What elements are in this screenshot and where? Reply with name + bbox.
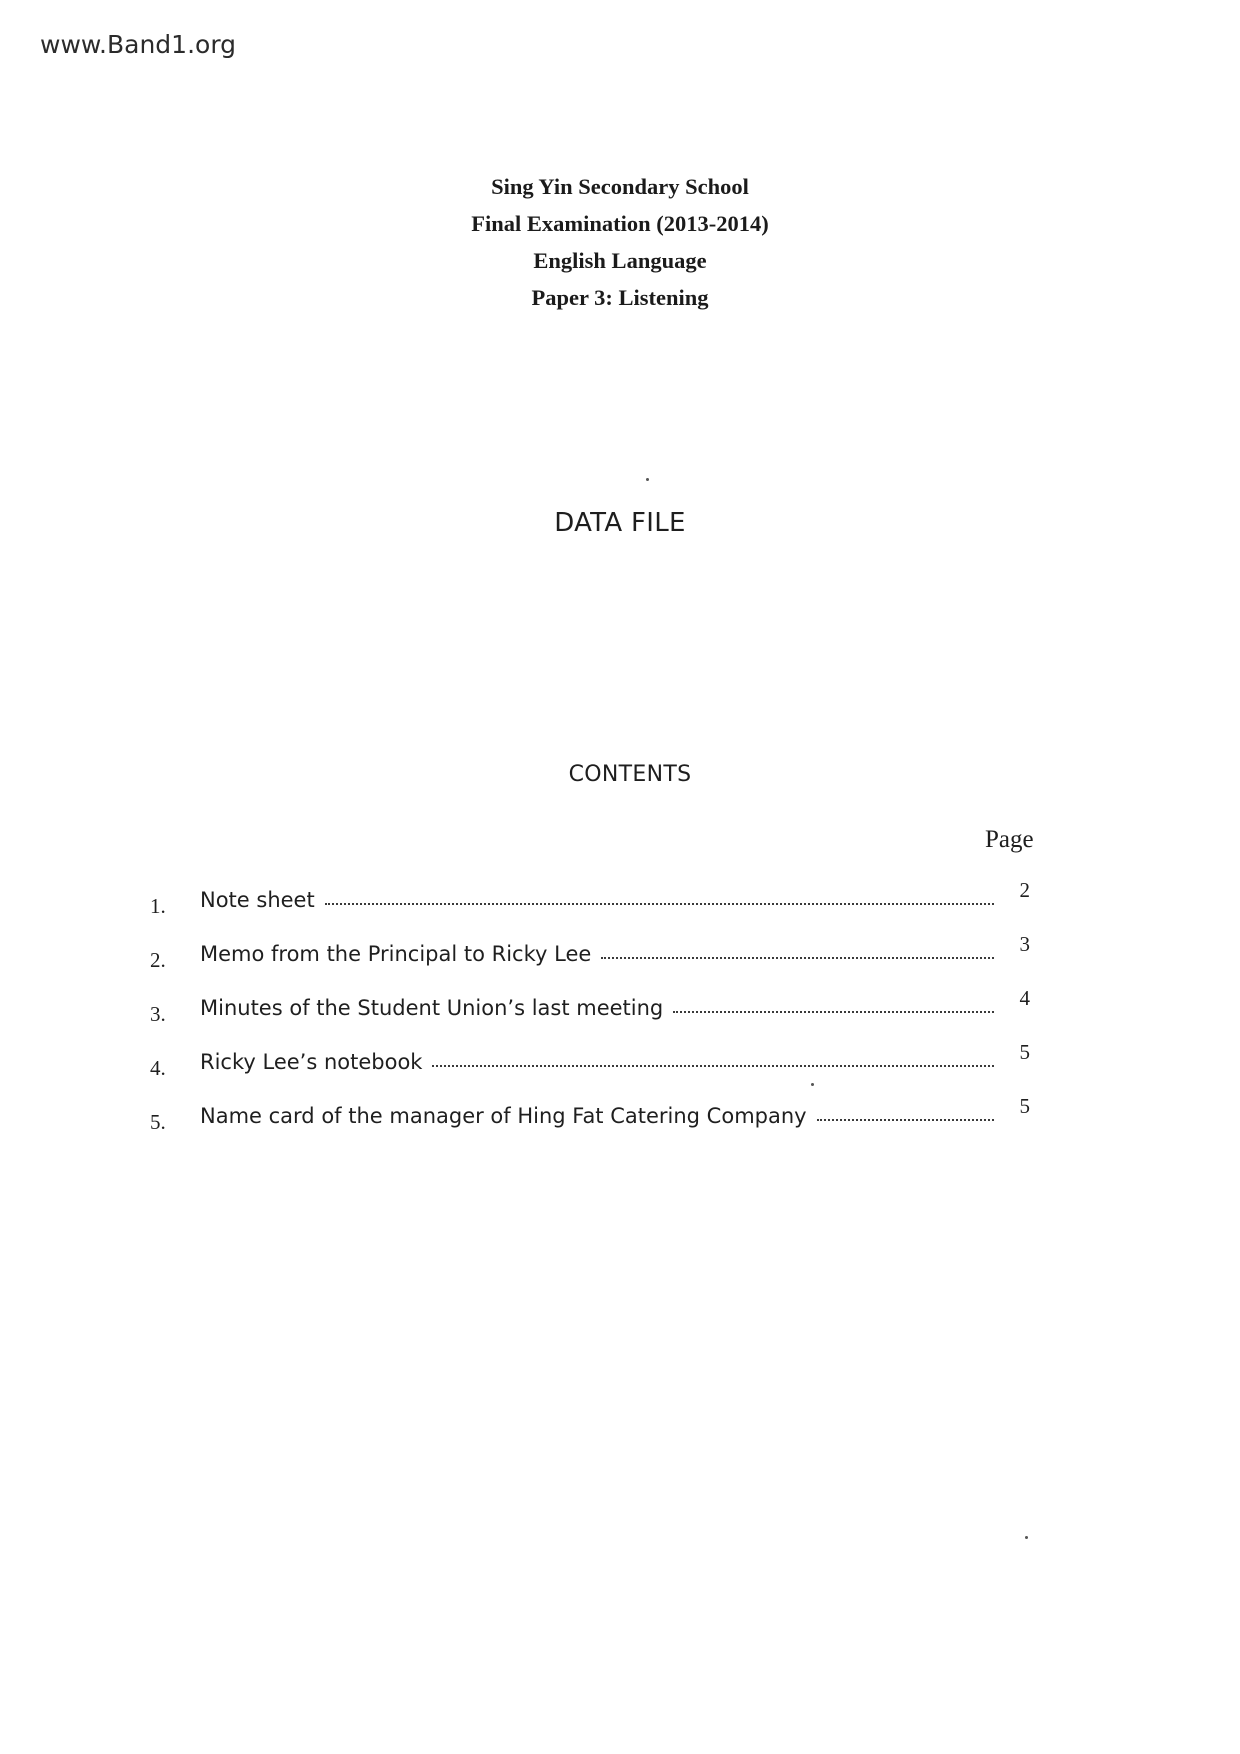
toc-leader-dots (601, 941, 994, 959)
toc-entry-number: 3. (150, 1002, 166, 1026)
toc-entry-page: 3 (1019, 932, 1030, 956)
watermark-url: www.Band1.org (40, 30, 237, 59)
scan-speck (1025, 1536, 1028, 1539)
toc-entry-title: Name card of the manager of Hing Fat Catering Company (200, 1104, 807, 1128)
data-file-heading: DATA FILE (554, 508, 686, 538)
toc-entry-number: 4. (150, 1056, 166, 1080)
scan-speck (811, 1083, 814, 1086)
school-name: Sing Yin Secondary School (491, 174, 749, 199)
toc-entry-number: 2. (150, 948, 166, 972)
toc-entry-number: 1. (150, 894, 166, 918)
scan-speck (646, 478, 649, 481)
toc-entry-title: Ricky Lee’s notebook (200, 1050, 423, 1074)
subject-name: English Language (533, 248, 707, 273)
exam-title: Final Examination (2013-2014) (471, 211, 769, 236)
toc-entry-title: Minutes of the Student Union’s last meeting (200, 996, 664, 1020)
toc-entry-page: 5 (1019, 1040, 1030, 1064)
toc-entry (150, 932, 1030, 976)
page-column-label: Page (985, 826, 1034, 853)
contents-heading: CONTENTS (568, 762, 692, 787)
toc-entry (150, 986, 1030, 1030)
paper-title: Paper 3: Listening (531, 285, 709, 310)
toc-entry (150, 1094, 1030, 1138)
toc-entry (150, 1040, 1030, 1084)
toc-entry-page: 5 (1019, 1094, 1030, 1118)
toc-entry-title: Note sheet (200, 888, 315, 912)
exam-header (320, 168, 920, 316)
toc-entry (150, 878, 1030, 922)
toc-entry-line (200, 942, 994, 966)
toc-leader-dots (432, 1049, 994, 1067)
toc-leader-dots (673, 995, 994, 1013)
toc-entry-page: 2 (1019, 878, 1030, 902)
toc-entry-line (200, 888, 994, 912)
toc-entry-line (200, 996, 994, 1020)
toc-entry-number: 5. (150, 1110, 166, 1134)
toc-entry-line (200, 1050, 994, 1074)
toc-entry-line (200, 1104, 994, 1128)
toc-entry-page: 4 (1019, 986, 1030, 1010)
toc-leader-dots (817, 1103, 994, 1121)
toc-leader-dots (325, 887, 994, 905)
toc-entry-title: Memo from the Principal to Ricky Lee (200, 942, 592, 966)
